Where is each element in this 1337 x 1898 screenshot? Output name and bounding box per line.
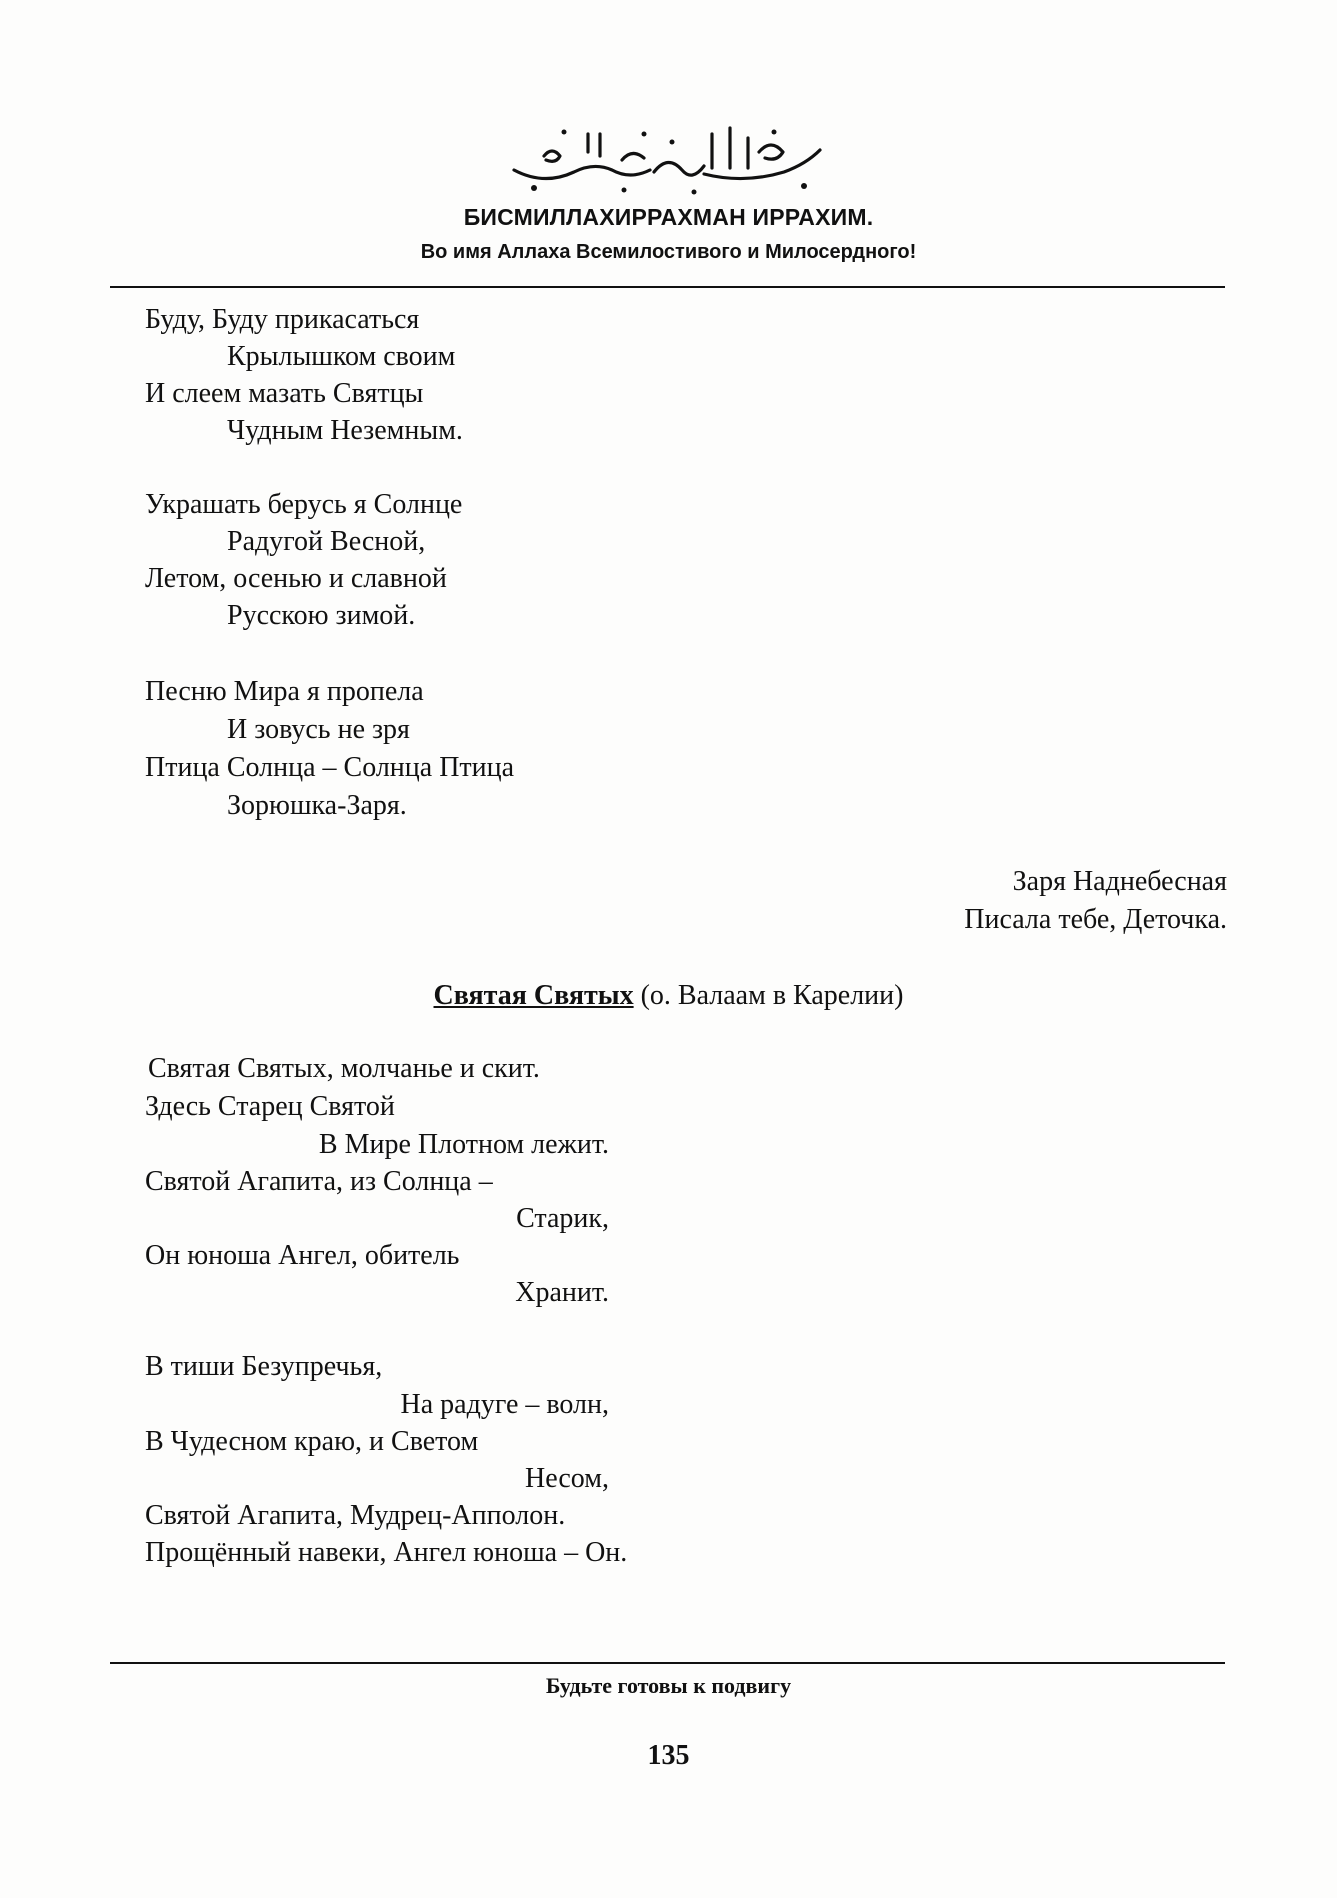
signature-line: Заря Наднебесная [1012,866,1227,897]
poem-line: Песню Мира я пропела [145,676,424,707]
poem-line: В тиши Безупречья, [145,1351,383,1382]
poem-line: В Мире Плотном лежит. [318,1129,609,1160]
poem-line: Зорюшка-Заря. [227,790,407,821]
footer-divider [110,1662,1225,1664]
page-number: 135 [647,1740,690,1771]
poem-line: На радуге – волн, [400,1389,609,1420]
poem-line: Святая Святых, молчанье и скит. [148,1053,540,1084]
poem-line: И зовусь не зря [227,714,410,745]
poem-line: Святой Агапита, Мудрец-Апполон. [145,1500,566,1531]
poem-line: Птица Солнца – Солнца Птица [145,752,515,783]
poem-heading [0,980,1337,1012]
header-divider [110,286,1225,288]
poem-line: Здесь Старец Святой [145,1091,395,1122]
bismillah-translation: Во имя Аллаха Всемилостивого и Милосердного! [420,241,917,263]
poem-line: Святой Агапита, из Солнца – [145,1166,493,1197]
bismillah-calligraphy [504,112,834,204]
footer-text: Будьте готовы к подвигу [545,1673,792,1698]
bismillah-transliteration: БИСМИЛЛАХИРРАХМАН ИРРАХИМ. [463,204,874,230]
poem-line: Старик, [516,1203,609,1234]
poem-line: Буду, Буду прикасаться [145,304,420,335]
poem-line: Чудным Неземным. [227,415,463,446]
poem-line: Он юноша Ангел, обитель [145,1240,460,1271]
signature-line: Писала тебе, Деточка. [964,904,1227,935]
poem-line: Прощённый навеки, Ангел юноша – Он. [145,1537,628,1568]
poem-line: И слеем мазать Святцы [145,378,424,409]
poem-line: Крылышком своим [227,341,456,372]
poem-line: В Чудесном краю, и Светом [145,1426,479,1457]
poem-line: Радугой Весной, [227,526,426,557]
poem-subtitle: (о. Валаам в Карелии) [640,980,904,1011]
poem-line: Хранит. [515,1277,609,1308]
poem-line: Русскою зимой. [227,600,416,631]
page-header [0,112,1337,264]
poem-line: Украшать берусь я Солнце [145,489,463,520]
poem-title: Святая Святых [433,980,634,1011]
poem-line: Летом, осенью и славной [145,563,447,594]
poem-line: Несом, [525,1463,609,1494]
